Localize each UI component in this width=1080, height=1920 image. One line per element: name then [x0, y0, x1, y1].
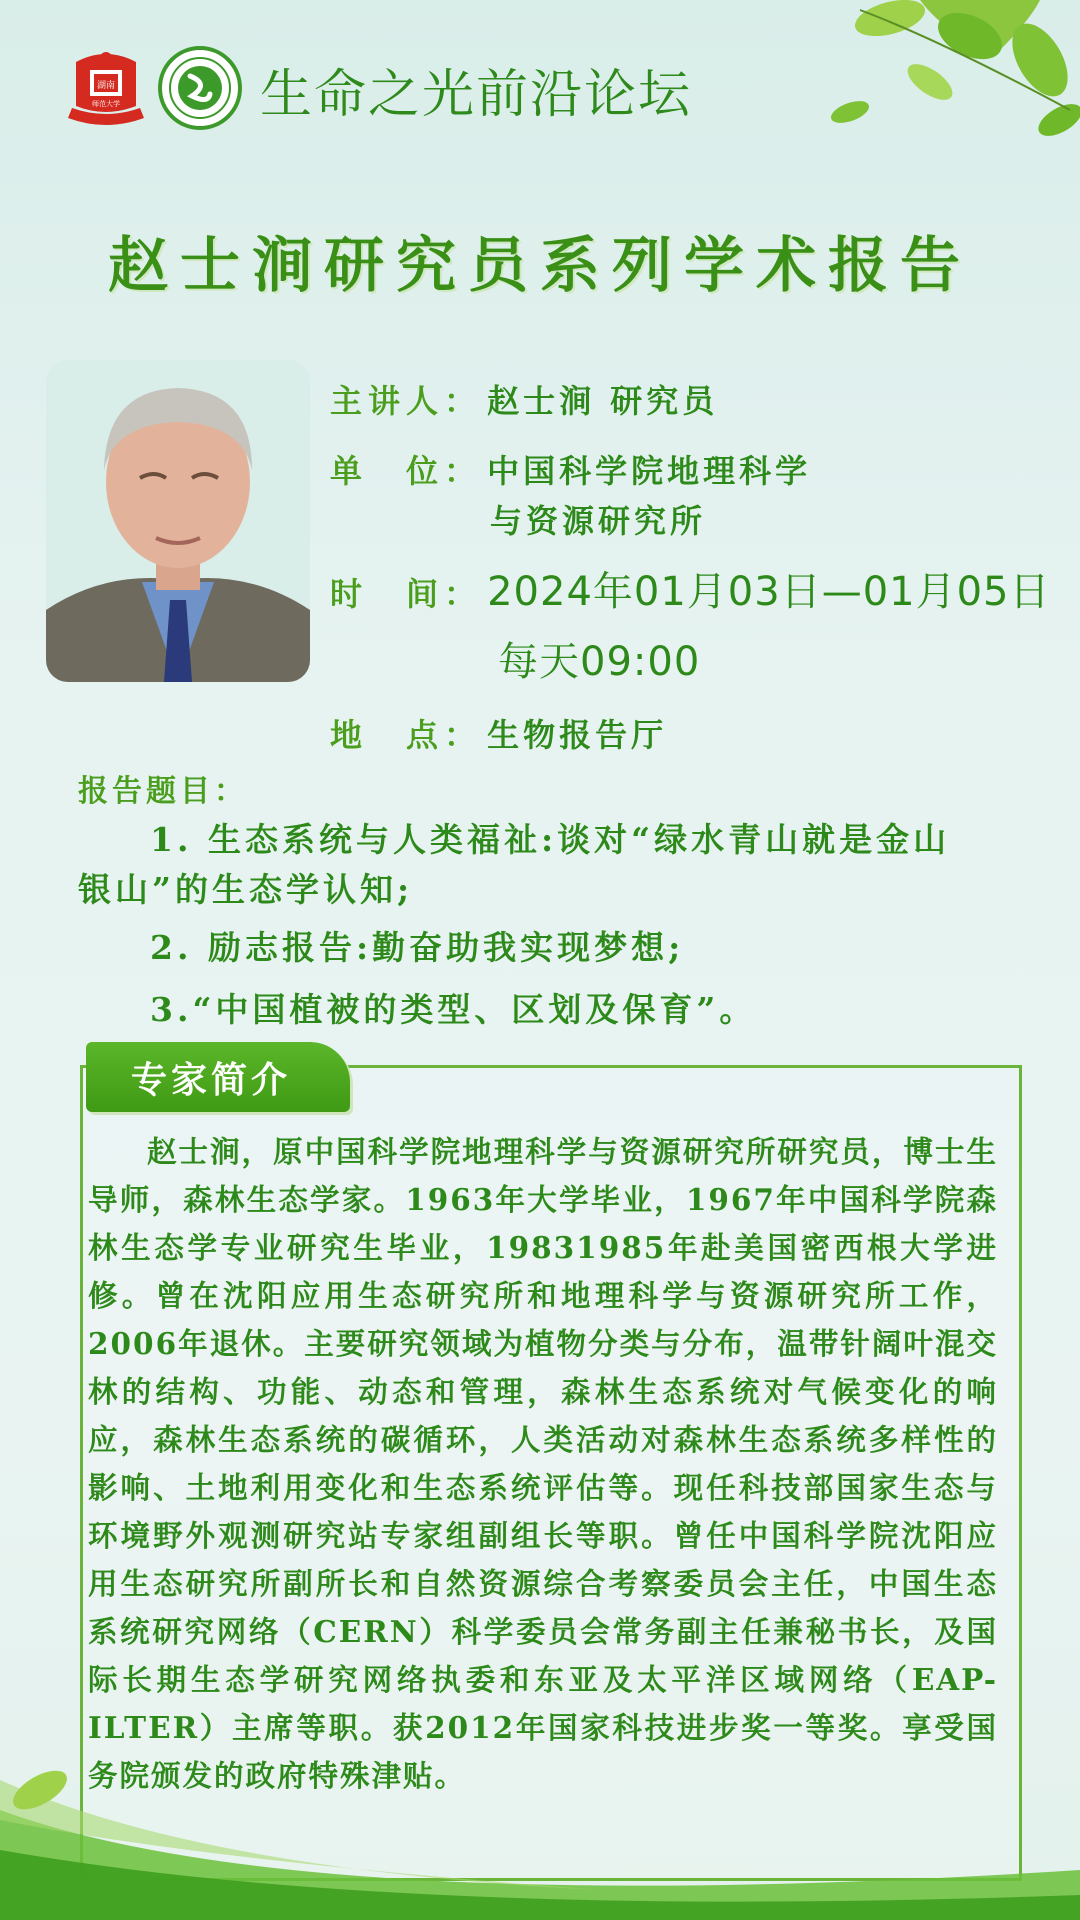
topic-item: 2. 励志报告:勤奋助我实现梦想; — [150, 928, 685, 967]
topics-label: 报告题目： — [78, 774, 248, 809]
forum-title: 生命之光前沿论坛 — [260, 65, 693, 125]
place-value: 生物报告厅 — [487, 716, 668, 754]
time-label: 时 间： — [330, 575, 483, 613]
topic-item: 1. 生态系统与人类福祉:谈对“绿水青山就是金山 — [150, 820, 951, 859]
time-row — [330, 560, 1051, 617]
topic-item-continued: 银山”的生态学认知; — [78, 870, 414, 909]
bio-text: 赵士涧，原中国科学院地理科学与资源研究所研究员，博士生导师，森林生态学家。1963年大学毕业，1967年中国科学院森林生态学专业研究生毕业，19831985年赴美国密西根大学进修。曾在沈阳应用生态研究所和地理科学与资源研究所工作，2006年退休。主要研究领域为植物分类与分布，温带针阔叶混交林的结构、功能、动态和管理，森林生态系统对气候变化的响应，森林生态系统的碳循环，人类活动对森林生态系统多样性的影响、土地利用变化和生态系统评估等。现任科技部国家生态与环境野外观测研究站专家组副组长等职。曾任中国科学院沈阳应用生态研究所副所长和自然资源综合考察委员会主任，中国生态系统研究网络（CERN）科学委员会常务副主任兼秘书长，及国际长期生态学研究网络执委和东亚及太平洋区域网络（EAP-ILTER）主席等职。获2012年国家科技进步奖一等奖。享受国务院颁发的政府特殊津贴。 — [88, 1134, 998, 1793]
leaves-decoration — [740, 0, 1080, 140]
daily-time-value: 每天09:00 — [498, 639, 701, 685]
svg-text:师范大学: 师范大学 — [92, 100, 120, 108]
place-row — [330, 710, 667, 756]
bio-tab-label: 专家简介 — [130, 1059, 291, 1101]
place-label: 地 点： — [330, 716, 483, 754]
topic-item: 3.“中国植被的类型、区划及保育”。 — [150, 990, 757, 1029]
time-value: 2024年01月03日—01月05日 — [487, 569, 1051, 615]
speaker-label: 主讲人： — [330, 382, 483, 420]
college-emblem-logo — [158, 46, 242, 130]
unit-row — [330, 446, 811, 492]
daily-time-row — [498, 630, 700, 687]
speaker-row — [330, 376, 718, 422]
unit-label: 单 位： — [330, 452, 483, 490]
unit-row-continued — [490, 496, 706, 542]
speaker-portrait — [46, 360, 310, 682]
main-title: 赵士涧研究员系列学术报告 — [108, 231, 972, 301]
svg-text:湖南: 湖南 — [96, 81, 116, 91]
university-seal-logo — [62, 48, 150, 128]
unit-value-line2: 与资源研究所 — [490, 502, 707, 540]
speaker-value: 赵士涧 研究员 — [487, 382, 719, 420]
unit-value-line1: 中国科学院地理科学 — [487, 452, 812, 490]
bottom-wave-decoration — [0, 1720, 1080, 1920]
